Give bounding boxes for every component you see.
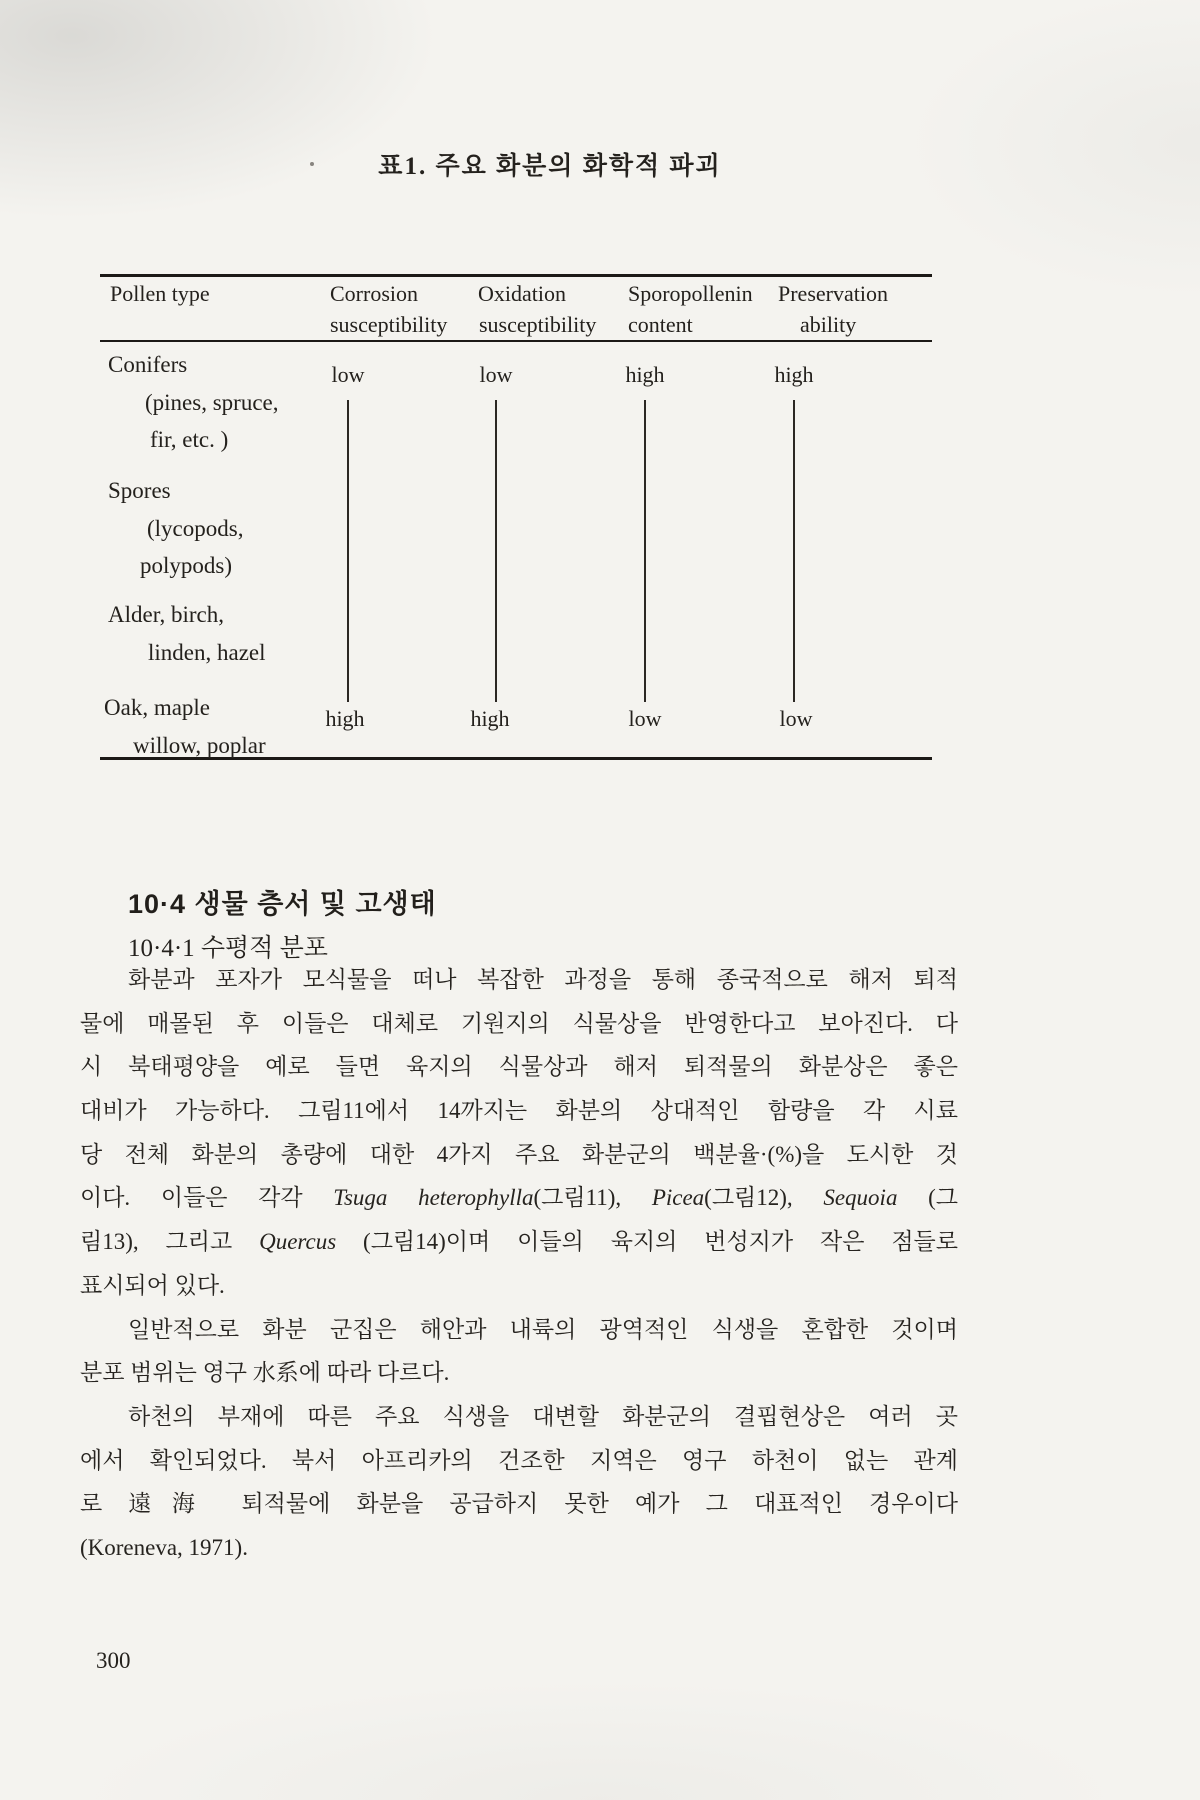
column-header-pollen-type: Pollen type xyxy=(110,281,210,306)
corrosion-bottom-value: high xyxy=(325,706,365,731)
column-header-oxidation-2: susceptibility xyxy=(479,312,597,337)
table-header-rule xyxy=(100,340,932,342)
preservation-bottom-value: low xyxy=(779,706,813,731)
column-header-corrosion-1: Corrosion xyxy=(330,281,418,306)
table-row-conifers-3: fir, etc. ) xyxy=(150,427,229,452)
table-top-rule xyxy=(100,274,932,277)
table-row-conifers-1: Conifers xyxy=(108,352,188,377)
table-title: 표1. 주요 화분의 화학적 파괴 xyxy=(378,153,722,180)
sporopollenin-top-value: high xyxy=(625,362,665,387)
paragraph1-line-species: 이다. 이들은 각각 Tsuga heterophylla(그림11), Picea(그림12), Sequoia (그 xyxy=(80,1185,958,1211)
preservation-top-value: high xyxy=(774,362,814,387)
paragraph1-line: 대비가 가능하다. 그림11에서 14까지는 화분의 상대적인 함량을 각 시료 xyxy=(80,1098,958,1124)
oxidation-top-value: low xyxy=(479,362,513,387)
table-row-oak-1: Oak, maple xyxy=(104,695,211,720)
paragraph3-line: 하천의 부재에 따른 주요 식생을 대변할 화분군의 결핍현상은 여러 곳 xyxy=(128,1403,958,1429)
paragraph3-line: 로 遠海 퇴적물에 화분을 공급하지 못한 예가 그 대표적인 경우이다 xyxy=(80,1491,958,1517)
column-header-oxidation-1: Oxidation xyxy=(478,281,566,306)
table-row-spores-2: (lycopods, xyxy=(147,516,244,541)
section-subheading: 10·4·1 수평적 분포 xyxy=(128,935,328,962)
section-heading: 10·4 생물 층서 및 고생태 xyxy=(128,889,437,919)
paragraph1-line: 시 북태평양을 예로 들면 육지의 식물상과 해저 퇴적물의 화분상은 좋은 xyxy=(80,1054,958,1080)
column-header-preservation-1: Preservation xyxy=(778,281,888,306)
oxidation-bottom-value: high xyxy=(470,706,510,731)
corrosion-top-value: low xyxy=(331,362,365,387)
sporopollenin-gradient-line xyxy=(644,400,646,702)
paragraph1-line: 표시되어 있다. xyxy=(80,1272,225,1298)
sporopollenin-bottom-value: low xyxy=(628,706,662,731)
paragraph2-line: 일반적으로 화분 군집은 해안과 내륙의 광역적인 식생을 혼합한 것이며 xyxy=(128,1316,958,1342)
paragraph3-line: (Koreneva, 1971). xyxy=(80,1534,248,1560)
body-text xyxy=(80,958,958,1570)
column-header-sporopollenin-1: Sporopollenin xyxy=(628,281,753,306)
column-header-corrosion-2: susceptibility xyxy=(330,312,448,337)
paragraph3-line: 에서 확인되었다. 북서 아프리카의 건조한 지역은 영구 하천이 없는 관계 xyxy=(80,1447,958,1473)
table-row-spores-3: polypods) xyxy=(140,553,232,578)
table-row-alder-1: Alder, birch, xyxy=(108,602,224,627)
column-header-sporopollenin-2: content xyxy=(628,312,693,337)
column-header-preservation-2: ability xyxy=(800,312,857,337)
table-row-oak-2: willow, poplar xyxy=(133,733,266,758)
oxidation-gradient-line xyxy=(495,400,497,702)
paragraph1-line: 물에 매몰된 후 이들은 대체로 기원지의 식물상을 반영한다고 보아진다. 다 xyxy=(80,1010,958,1036)
page-number: 300 xyxy=(96,1648,131,1673)
paragraph2-line: 분포 범위는 영구 水系에 따라 다르다. xyxy=(80,1360,450,1386)
paragraph1-line-species: 림13), 그리고 Quercus (그림14)이며 이들의 육지의 번성지가 작은 점들로 xyxy=(80,1229,958,1255)
paragraph1-line: 화분과 포자가 모식물을 떠나 복잡한 과정을 통해 종국적으로 해저 퇴적 xyxy=(128,967,958,992)
table-row-alder-2: linden, hazel xyxy=(148,640,266,665)
table-row-conifers-2: (pines, spruce, xyxy=(145,390,279,415)
paragraph1-line: 당 전체 화분의 총량에 대한 4가지 주요 화분군의 백분율·(%)을 도시한 것 xyxy=(80,1141,958,1167)
preservation-gradient-line xyxy=(793,400,795,702)
corrosion-gradient-line xyxy=(347,400,349,702)
table-row-spores-1: Spores xyxy=(108,478,171,503)
